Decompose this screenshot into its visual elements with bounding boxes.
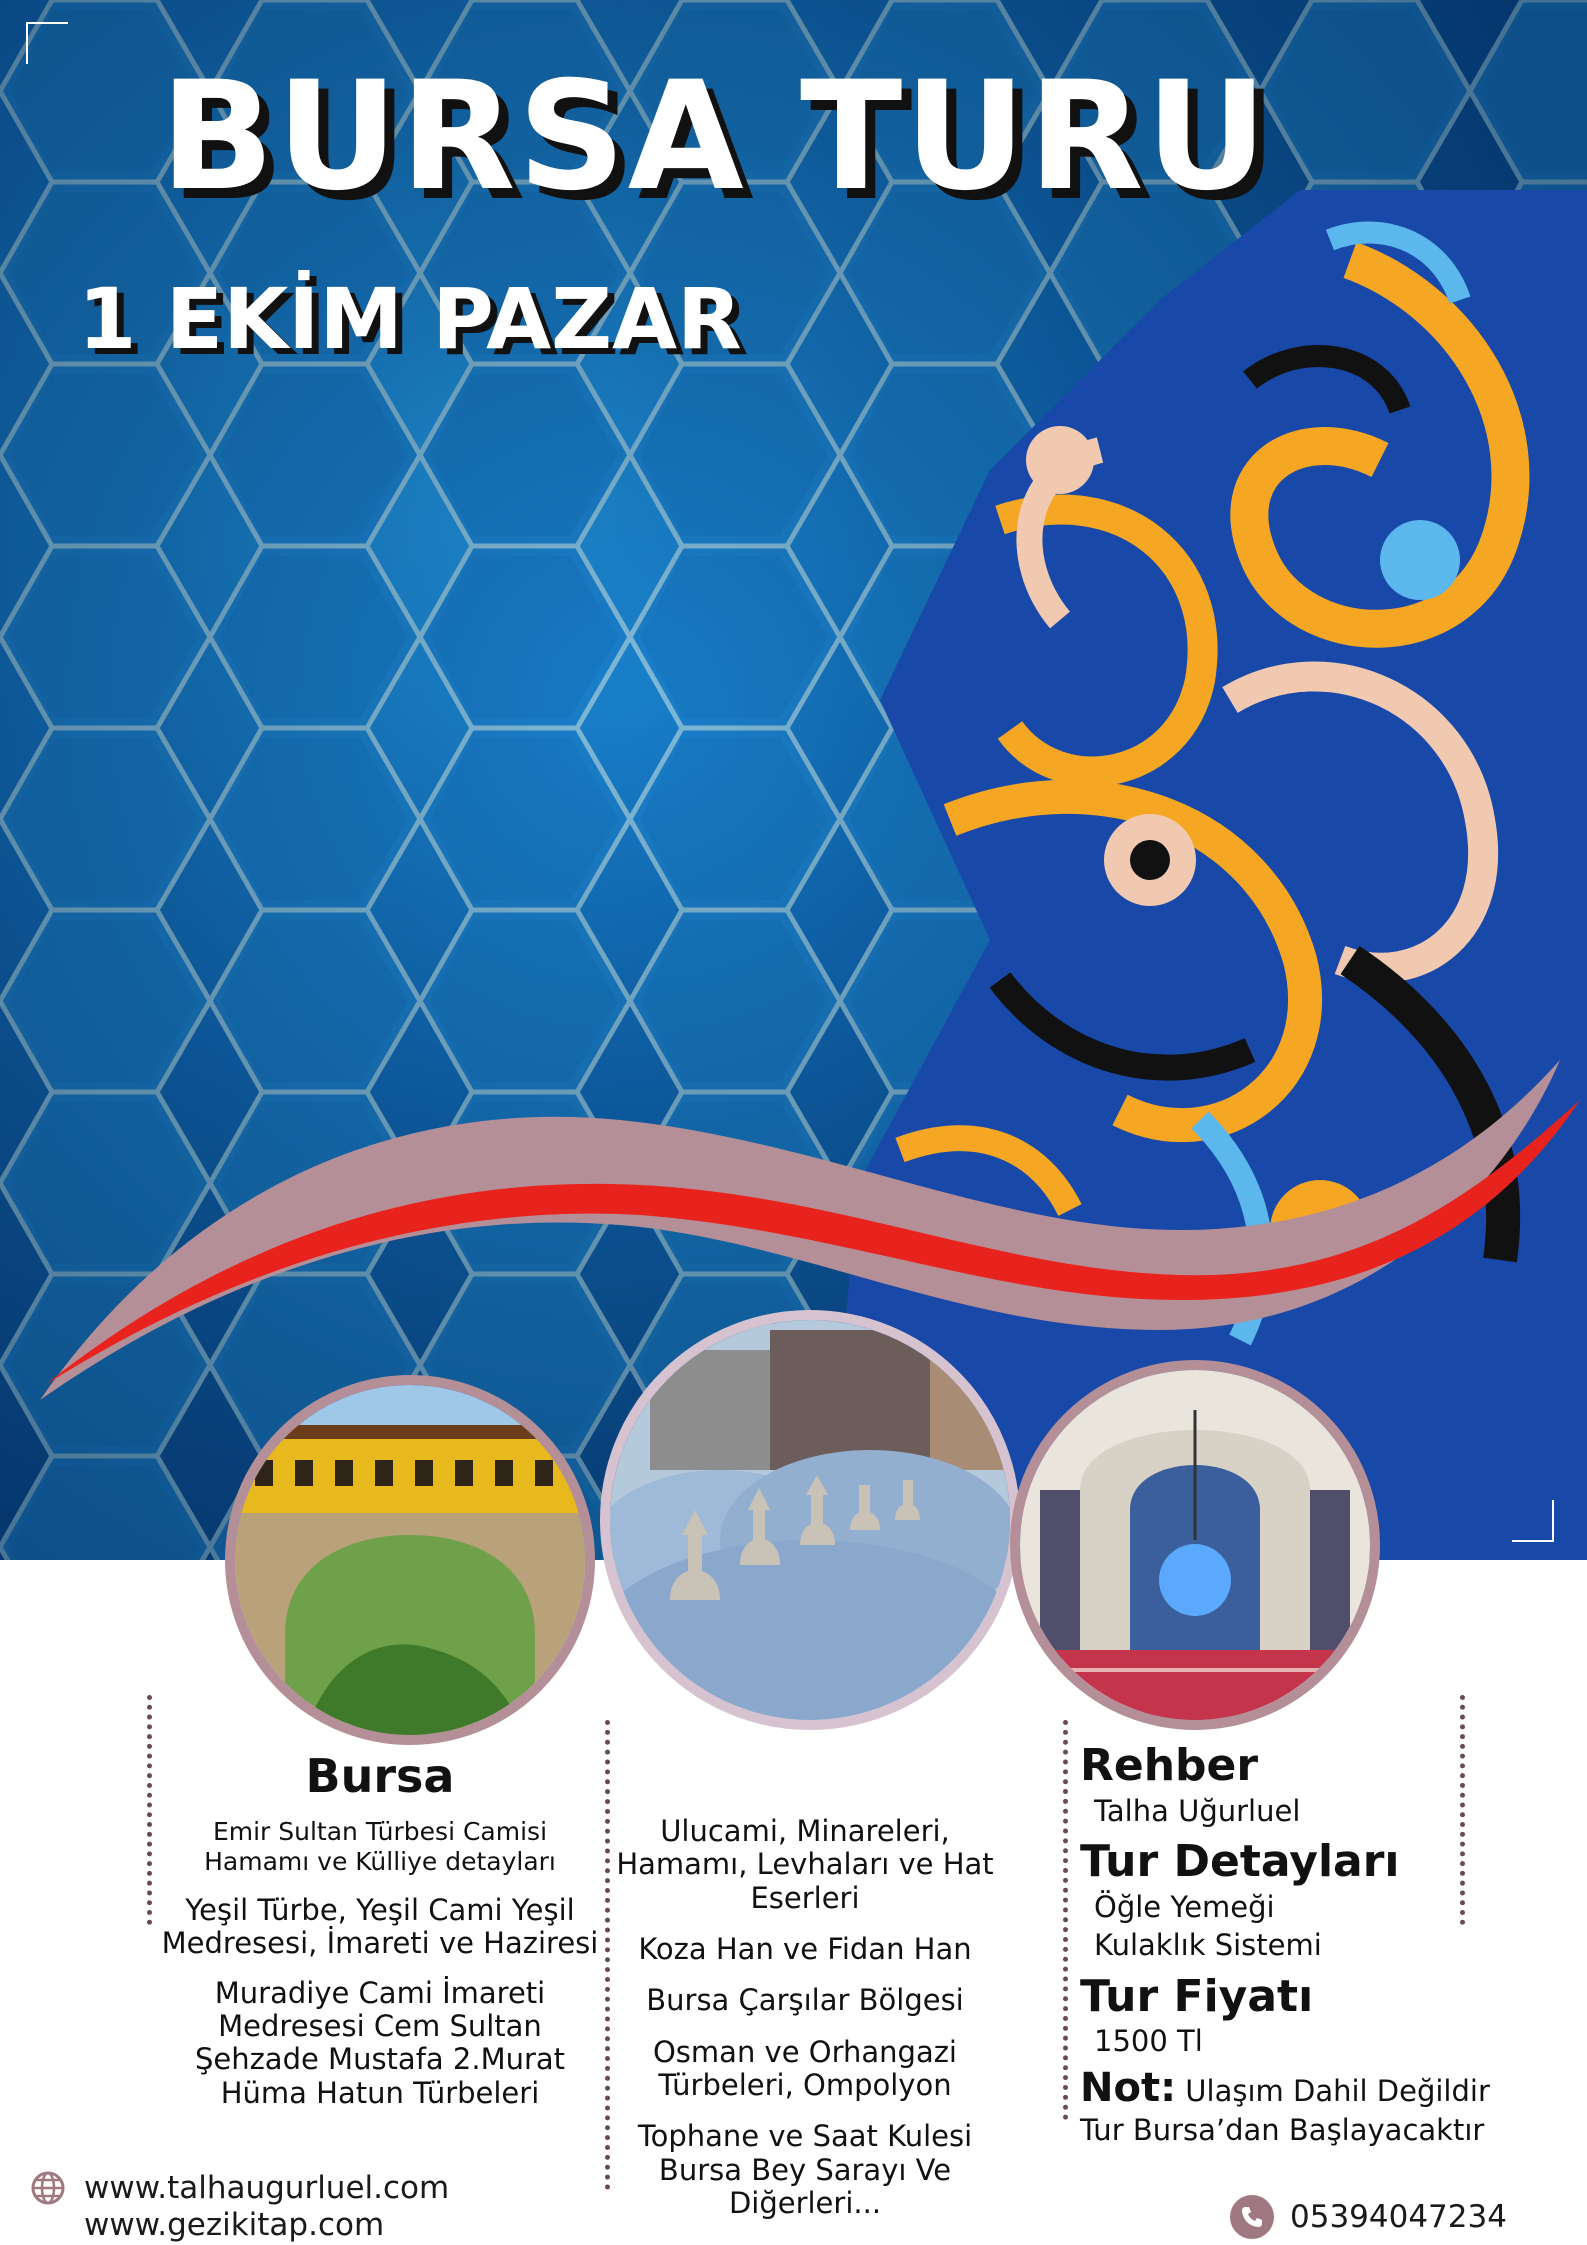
divider-dotted [1063, 1720, 1068, 2120]
detail-item: Kulaklık Sistemi [1094, 1927, 1322, 1962]
tour-date: 1 EKİM PAZAR [78, 270, 742, 368]
phone-icon [1230, 2195, 1274, 2239]
details-heading: Tur Detayları [1080, 1836, 1400, 1888]
phone-number[interactable]: 05394047234 [1290, 2199, 1507, 2235]
website-link[interactable]: www.talhaugurluel.com [84, 2170, 450, 2206]
note-text: Ulaşım Dahil Değildir [1185, 2074, 1490, 2109]
corner-mark-top-left [26, 22, 68, 64]
list-item: Ulucami, Minareleri, Hamamı, Levhaları ve Hat Eserleri [616, 1814, 994, 1915]
photo-bridge [225, 1375, 595, 1745]
guide-name: Talha Uğurluel [1094, 1793, 1301, 1828]
photo-mosque-interior [1010, 1360, 1380, 1730]
note-label: Not: [1080, 2065, 1177, 2112]
page-title: BURSA TURU [160, 50, 1270, 224]
left-column [160, 1750, 600, 2110]
list-item: Bursa Çarşılar Bölgesi [646, 1983, 964, 2018]
list-item: Tophane ve Saat Kulesi Bursa Bey Sarayı Ve Diğerleri... [637, 2119, 973, 2221]
middle-column [615, 1815, 995, 2238]
list-item: Emir Sultan Türbesi Camisi Hamamı ve Külliye detayları [204, 1816, 556, 1877]
right-column [1080, 1740, 1580, 2147]
websites [30, 2170, 449, 2243]
list-item: Osman ve Orhangazi Türbeleri, Ompolyon [652, 2034, 957, 2103]
list-item: Muradiye Cami İmareti Medresesi Cem Sultan Şehzade Mustafa 2.Murat Hüma Hatun Türbeleri [194, 1975, 566, 2110]
price-heading: Tur Fiyatı [1080, 1970, 1314, 2022]
list-item: Koza Han ve Fidan Han [638, 1932, 972, 1967]
left-heading: Bursa [305, 1749, 455, 1803]
guide-heading: Rehber [1080, 1740, 1259, 1791]
list-item: Yeşil Türbe, Yeşil Cami Yeşil Medresesi, İmareti ve Haziresi [161, 1892, 599, 1961]
price-value: 1500 Tl [1094, 2024, 1203, 2059]
detail-item: Öğle Yemeği [1094, 1890, 1275, 1925]
photo-domes [600, 1310, 1020, 1730]
globe-icon [30, 2170, 66, 2206]
website-link[interactable]: www.gezikitap.com [84, 2206, 385, 2243]
note-line [1080, 2065, 1580, 2111]
phone-contact [1230, 2195, 1507, 2239]
divider-dotted [605, 1720, 610, 2190]
divider-dotted [147, 1695, 152, 1925]
corner-mark-bottom-right [1512, 1500, 1554, 1542]
start-text: Tur Bursa’dan Başlayacaktır [1080, 2113, 1485, 2148]
